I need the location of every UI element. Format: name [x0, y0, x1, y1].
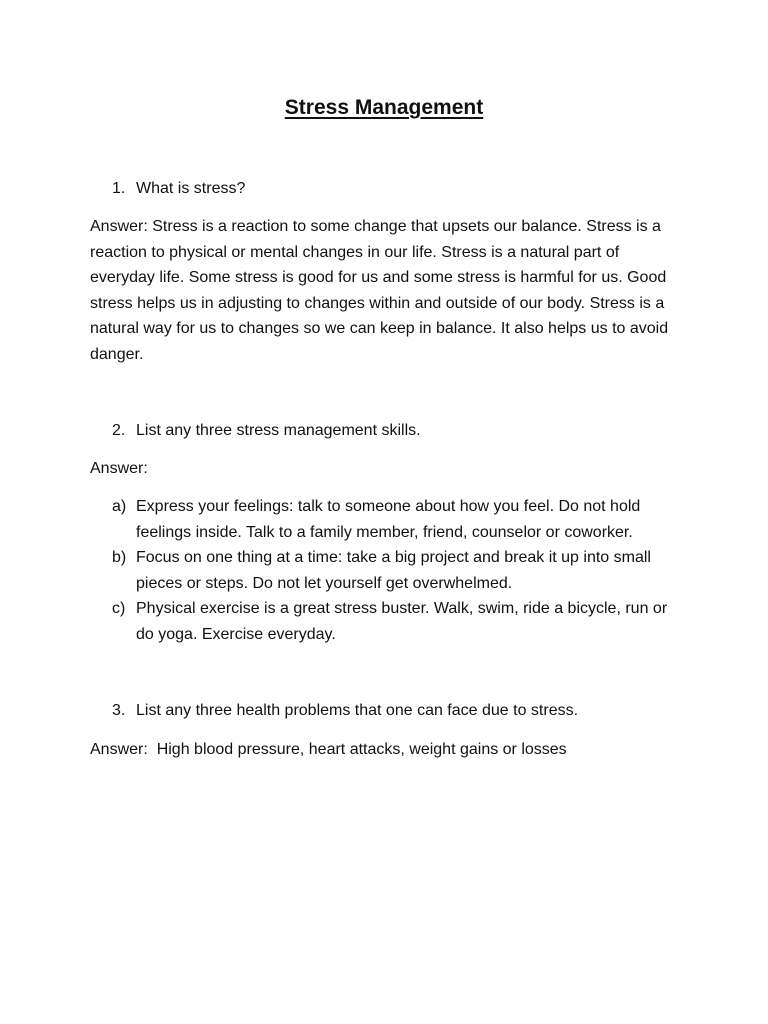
list-item	[112, 494, 682, 545]
list-marker: a)	[112, 498, 127, 515]
list-marker: b)	[112, 549, 127, 566]
list-marker: c)	[112, 600, 126, 617]
list-item-text: Express your feelings: talk to someone about how you feel. Do not hold feelings inside. Talk to a family member, friend, counselor or coworker.	[136, 498, 641, 541]
skills-list	[112, 494, 682, 647]
page-title: Stress Management	[284, 96, 484, 119]
question-2	[112, 420, 421, 442]
list-item	[112, 596, 682, 647]
question-number: 3.	[112, 702, 126, 719]
question-text: List any three stress management skills.	[136, 422, 421, 439]
question-number: 2.	[112, 422, 126, 439]
list-item-text: Focus on one thing at a time: take a big project and break it up into small pieces or steps. Do not let yourself get overwhelmed.	[136, 549, 651, 592]
list-item-text: Physical exercise is a great stress buster. Walk, swim, ride a bicycle, run or do yoga. Exercise everyday.	[136, 600, 668, 643]
question-number: 1.	[112, 180, 126, 197]
question-3	[112, 700, 578, 722]
answer-2-label: Answer:	[90, 460, 148, 477]
answer-3: Answer: High blood pressure, heart attacks, weight gains or losses	[90, 741, 567, 758]
answer-1: Answer: Stress is a reaction to some change that upsets our balance. Stress is a reaction to physical or mental changes in our life. Stress is a natural part of everyday life. Some stress is good for us and some stress is harmful for us. Good stress helps us in adjusting to changes within and outside of our body. Stress is a natural way for us to changes so we can keep in balance. It also helps us to avoid danger.	[90, 218, 669, 363]
question-text: What is stress?	[136, 180, 246, 197]
question-1	[112, 178, 245, 200]
question-text: List any three health problems that one can face due to stress.	[136, 702, 579, 719]
list-item	[112, 545, 682, 596]
